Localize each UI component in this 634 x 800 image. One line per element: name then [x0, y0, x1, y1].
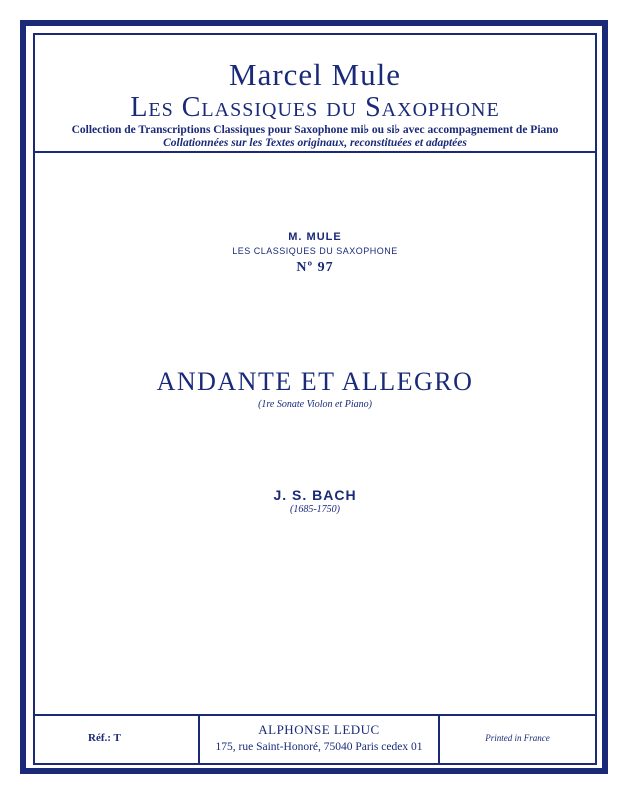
- series-number: Nº 97: [296, 260, 334, 275]
- footer-divider: [35, 714, 595, 716]
- printed-in-note: Printed in France: [485, 733, 550, 743]
- series-header: [35, 35, 595, 152]
- header-subtitle-1: Collection de Transcriptions Classiques pour Saxophone mi♭ ou si♭ avec accompagnement de Piano: [71, 124, 559, 136]
- header-series-title: Les Classiques du Saxophone: [130, 92, 500, 123]
- series-name-small: LES CLASSIQUES DU SAXOPHONE: [232, 246, 398, 256]
- composer-dates: (1685-1750): [290, 504, 340, 515]
- publisher-address: 175, rue Saint-Honoré, 75040 Paris cedex 01: [215, 741, 423, 753]
- work-subtitle: (1re Sonate Violon et Piano): [258, 399, 372, 410]
- series-author: M. MULE: [288, 231, 342, 243]
- work-composer: J. S. BACH: [273, 487, 357, 503]
- header-divider: [35, 151, 595, 153]
- publisher-name: ALPHONSE LEDUC: [258, 722, 380, 737]
- work-title: ANDANTE ET ALLEGRO: [156, 367, 474, 396]
- header-composer: Marcel Mule: [229, 57, 401, 92]
- reference-code: Réf.: T: [88, 732, 121, 744]
- header-subtitle-2: Collationnées sur les Textes originaux, reconstituées et adaptées: [163, 137, 467, 149]
